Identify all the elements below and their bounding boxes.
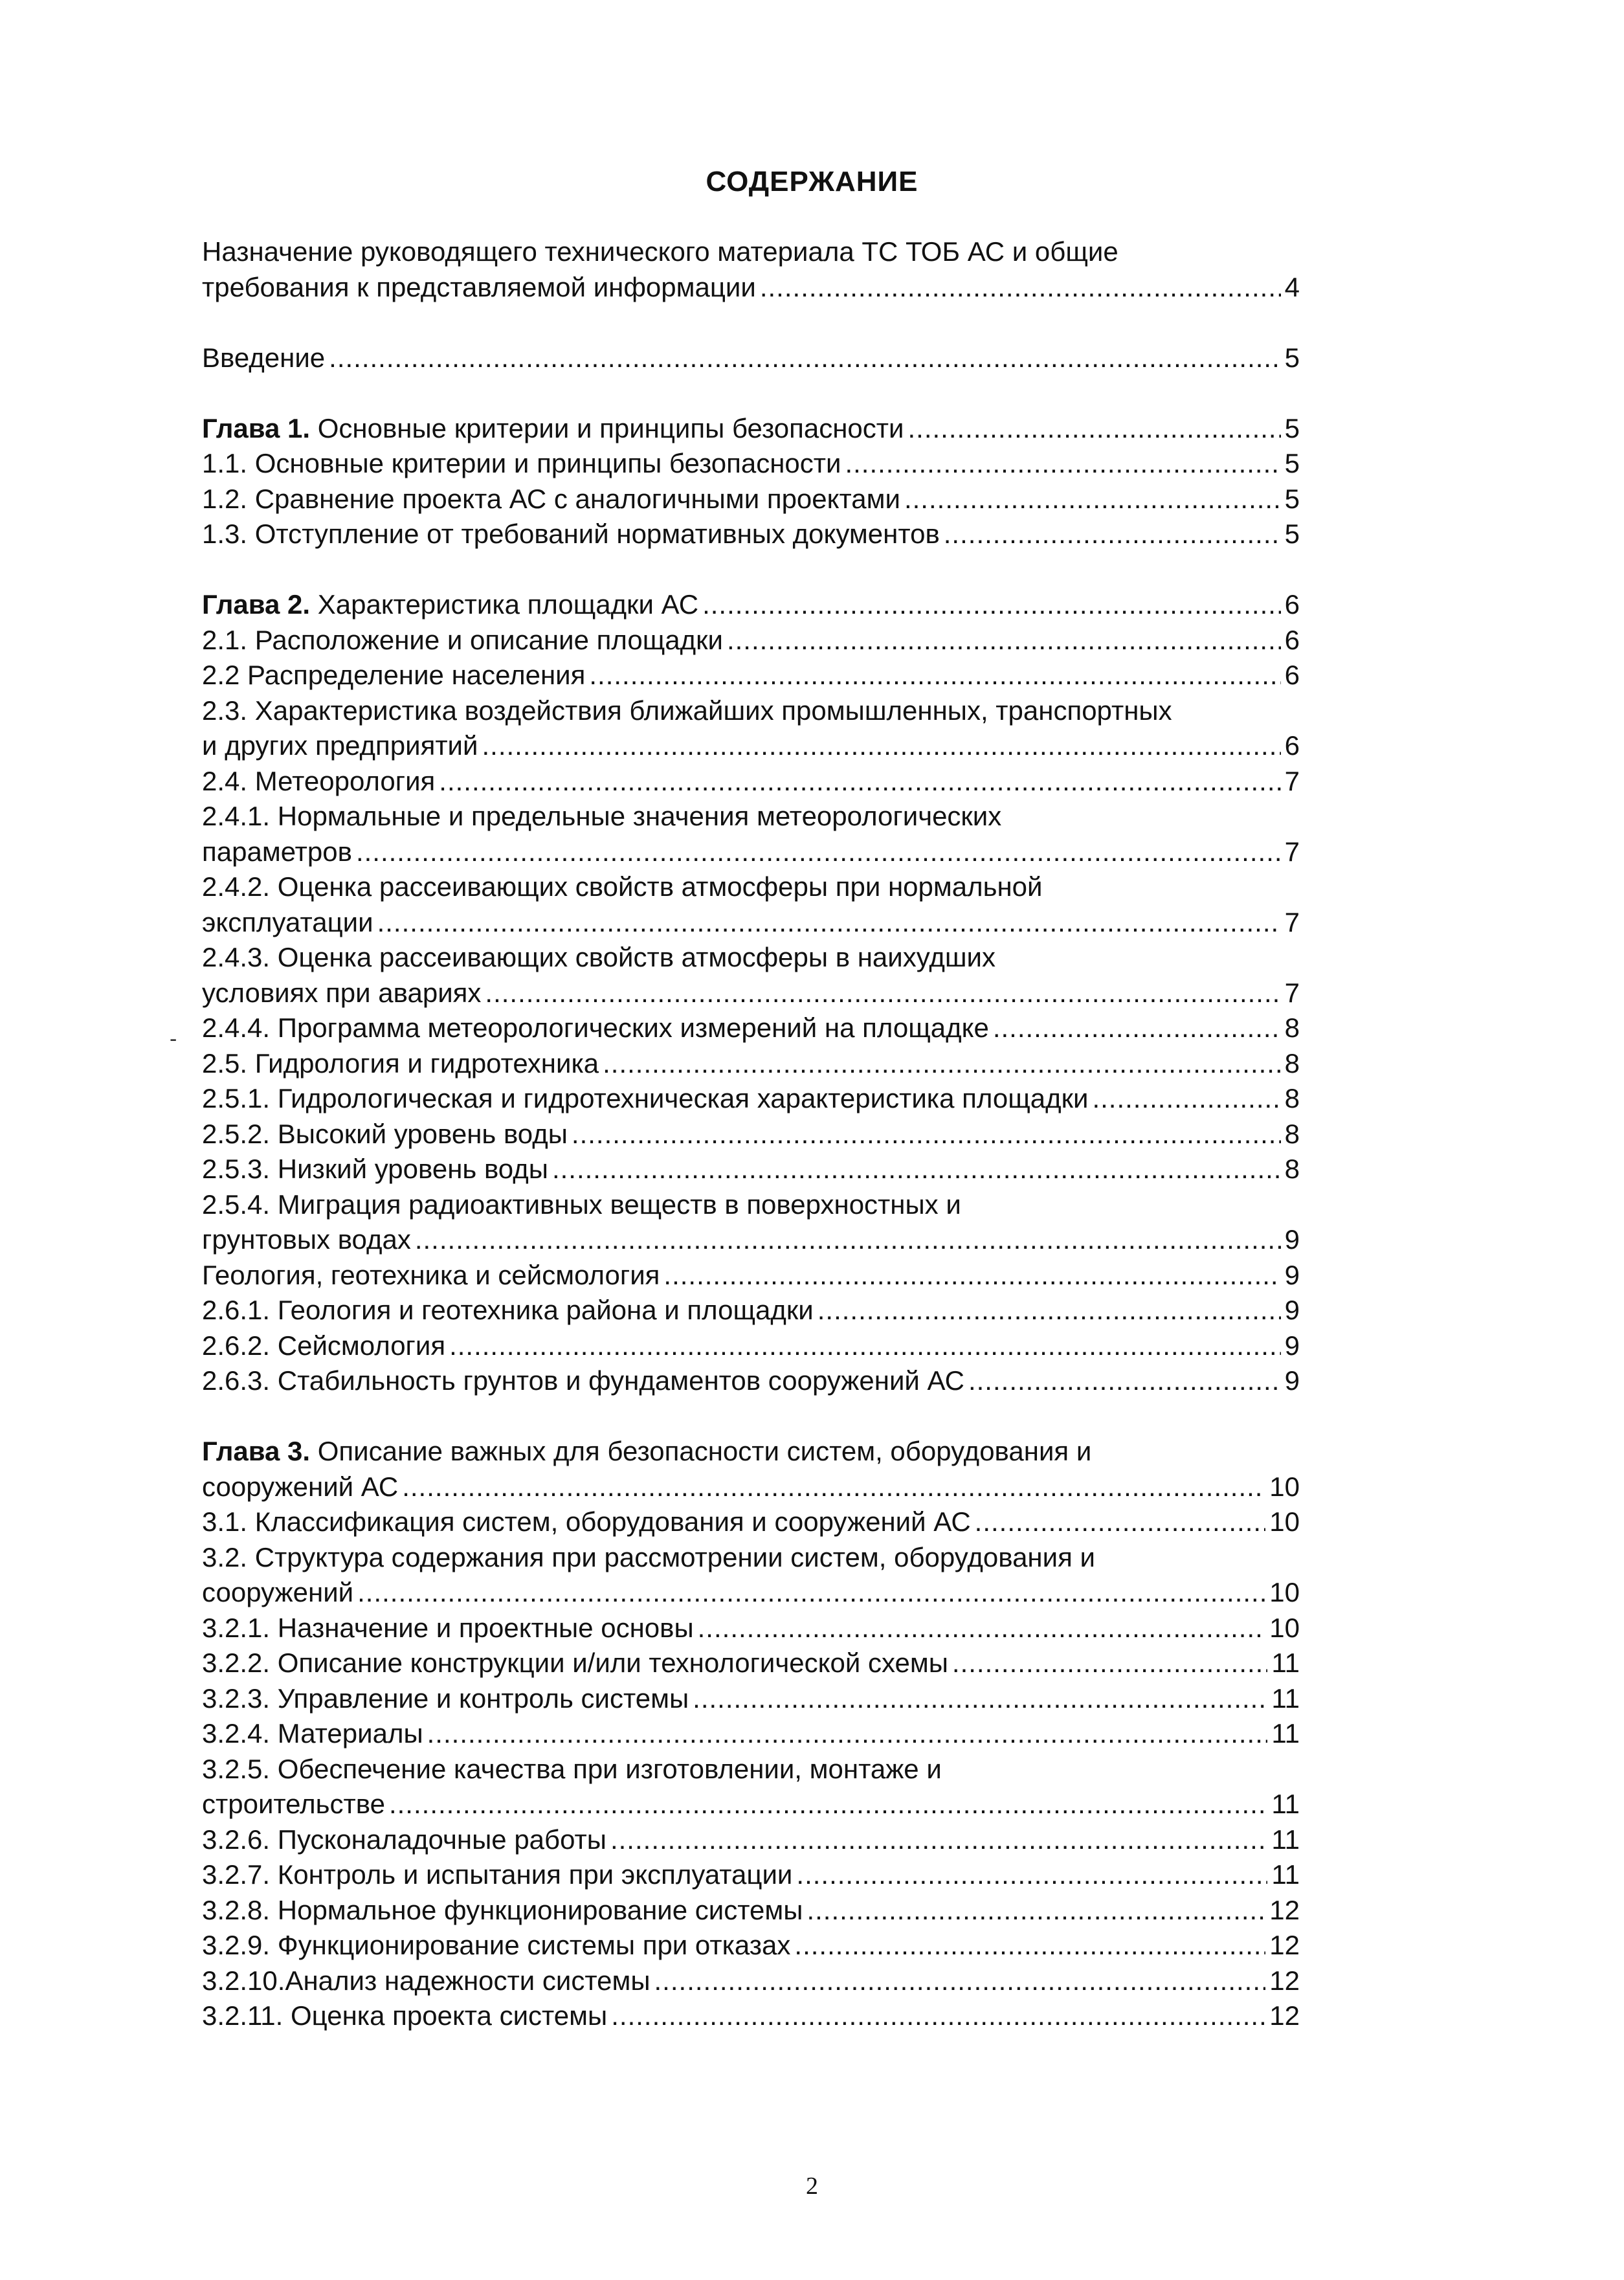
toc-page-number: 7: [1284, 765, 1300, 796]
toc-page-number: 11: [1271, 1718, 1300, 1749]
toc-entry-text: сооружений: [202, 1577, 354, 1607]
toc-page-number: 7: [1284, 906, 1300, 937]
toc-page-number: 12: [1269, 1930, 1300, 1960]
toc-page-number: 9: [1284, 1295, 1300, 1325]
toc-entry-title: [202, 1611, 694, 1646]
toc-entry-text: 3.2. Структура содержания при рассмотрении систем, оборудования и: [202, 1541, 1095, 1572]
toc-entry-text: Назначение руководящего технического материала ТС ТОБ АС и общие: [202, 236, 1118, 267]
toc-entry-title: [202, 1716, 423, 1752]
dot-leader: [975, 1504, 1266, 1540]
toc-entry-title: [202, 1081, 1088, 1117]
toc-page-number: 8: [1284, 1047, 1300, 1079]
dot-leader: [693, 1681, 1267, 1717]
toc-entry[interactable]: [202, 1681, 1300, 1717]
toc-entry-line: [202, 1187, 1300, 1223]
dot-leader: [611, 1998, 1265, 2034]
dot-leader: [402, 1470, 1265, 1505]
toc-entry-title: [202, 905, 373, 941]
dot-leader: [727, 623, 1281, 658]
dot-leader: [796, 1857, 1267, 1893]
toc-page-number: 5: [1284, 448, 1300, 478]
toc-entry[interactable]: [202, 1822, 1300, 1858]
toc-page-number: 10: [1269, 1506, 1300, 1537]
toc-entry[interactable]: [202, 1363, 1300, 1399]
dot-leader: [552, 1152, 1281, 1187]
toc-page-number: 4: [1284, 271, 1300, 302]
toc-entry[interactable]: [202, 1998, 1300, 2034]
toc-entry[interactable]: [202, 1646, 1300, 1681]
toc-entry-text: 2.2 Распределение населения: [202, 660, 586, 690]
toc-spacer: [202, 552, 1300, 588]
dot-leader: [904, 482, 1281, 517]
toc-entry[interactable]: [202, 482, 1300, 517]
toc-entry-title: [202, 1575, 353, 1611]
toc-entry-text: требования к представляемой информации: [202, 271, 756, 302]
toc-entry[interactable]: [202, 658, 1300, 693]
dot-leader: [654, 1963, 1266, 1999]
toc-entry[interactable]: [202, 411, 1300, 447]
toc-page-number: 10: [1269, 1612, 1300, 1643]
toc-entry-text: 2.1. Расположение и описание площадки: [202, 624, 723, 655]
toc-entry[interactable]: [202, 1011, 1300, 1046]
dot-leader: [944, 517, 1281, 552]
toc-entry[interactable]: [202, 799, 1300, 869]
toc-entry[interactable]: [202, 341, 1300, 376]
toc-entry[interactable]: [202, 1434, 1300, 1504]
dot-leader: [482, 728, 1280, 764]
toc-entry[interactable]: [202, 234, 1300, 305]
toc-entry-title: [202, 1328, 445, 1364]
toc-entry-title: [202, 834, 352, 870]
toc-entry-title: [202, 517, 940, 552]
toc-entry-text: строительстве: [202, 1789, 385, 1819]
dot-leader: [449, 1328, 1281, 1364]
toc-entry-text: 1.2. Сравнение проекта АС с аналогичными проектами: [202, 483, 900, 514]
toc-entry-title: [202, 728, 478, 764]
dot-leader: [993, 1011, 1281, 1046]
toc-entry[interactable]: [202, 1752, 1300, 1822]
toc-spacer: [202, 1399, 1300, 1435]
toc-entry-text: 3.2.8. Нормальное функционирование системы: [202, 1894, 803, 1925]
toc-entry[interactable]: [202, 1187, 1300, 1258]
toc-page-number: 11: [1271, 1859, 1300, 1890]
toc-entry[interactable]: [202, 1928, 1300, 1963]
toc-page-number: 11: [1271, 1648, 1300, 1678]
toc-entry[interactable]: [202, 693, 1300, 764]
toc-entry-text: 2.4. Метеорология: [202, 765, 436, 796]
dot-leader: [377, 905, 1281, 941]
toc-page-number: 11: [1271, 1789, 1300, 1819]
toc-entry-title: [202, 764, 435, 799]
toc-entry[interactable]: [202, 1540, 1300, 1611]
toc-entry-title: [202, 341, 325, 376]
toc-entry[interactable]: [202, 1963, 1300, 1999]
toc-entry-title: [202, 446, 841, 482]
dot-leader: [572, 1117, 1281, 1152]
toc-entry-text: 3.2.7. Контроль и испытания при эксплуатации: [202, 1859, 793, 1890]
toc-entry-text: 3.2.3. Управление и контроль системы: [202, 1682, 689, 1714]
dot-leader: [357, 1575, 1265, 1611]
toc-entry-title: [202, 270, 756, 306]
toc-entry-text: сооружений АС: [202, 1471, 399, 1502]
toc-entry[interactable]: [202, 1046, 1300, 1082]
toc-entry-line: [202, 1434, 1300, 1470]
toc-entry-title: [202, 1293, 814, 1328]
toc-entry-text: 2.6.2. Сейсмология: [202, 1330, 446, 1361]
toc-page-number: 6: [1284, 660, 1300, 690]
toc-entry[interactable]: [202, 1504, 1300, 1540]
toc-entry-title: [202, 1117, 568, 1152]
toc-entry[interactable]: [202, 764, 1300, 799]
dot-leader: [702, 587, 1281, 623]
dot-leader: [806, 1893, 1265, 1928]
toc-entry-line: [202, 869, 1300, 905]
toc-entry-title: [202, 1363, 964, 1399]
toc-entry-text: 2.4.4. Программа метеорологических измерений на площадке: [202, 1012, 989, 1043]
toc-entry-text: 2.4.2. Оценка рассеивающих свойств атмосферы при нормальной: [202, 871, 1043, 902]
toc-entry-text: Основные критерии и принципы безопасности: [310, 412, 904, 443]
toc-entry-title: [202, 1222, 411, 1258]
toc-page-number: 5: [1284, 342, 1300, 373]
dot-leader: [698, 1611, 1266, 1646]
toc-entry-title: [202, 587, 698, 623]
toc-page-number: 5: [1284, 412, 1300, 443]
toc-entry-line: [202, 1752, 1300, 1787]
toc-entry-text: условиях при авариях: [202, 977, 482, 1008]
dot-leader: [427, 1716, 1268, 1752]
toc-entry-title: [202, 1787, 385, 1822]
toc-entry[interactable]: [202, 1328, 1300, 1364]
toc-entry-text: грунтовых водах: [202, 1224, 411, 1255]
toc-entry[interactable]: [202, 1258, 1300, 1293]
toc-entry-title: [202, 1893, 803, 1928]
toc-entry[interactable]: [202, 869, 1300, 940]
toc-entry[interactable]: [202, 1857, 1300, 1893]
toc-entry-text: 1.1. Основные критерии и принципы безопасности: [202, 448, 841, 478]
toc-entry-line: [202, 1540, 1300, 1576]
toc-entry-line: [202, 940, 1300, 976]
toc-entry-text: 2.5.3. Низкий уровень воды: [202, 1154, 548, 1184]
dot-leader: [603, 1046, 1281, 1082]
margin-mark: -: [170, 1027, 177, 1051]
toc-entry-text: 3.2.11. Оценка проекта системы: [202, 2000, 608, 2031]
toc-entry[interactable]: [202, 1611, 1300, 1646]
toc-entry[interactable]: [202, 1893, 1300, 1928]
table-of-contents: [202, 234, 1300, 2034]
toc-entry[interactable]: [202, 1117, 1300, 1152]
toc-spacer: [202, 375, 1300, 411]
toc-page-number: 6: [1284, 730, 1300, 761]
toc-entry-title: [202, 1857, 792, 1893]
toc-entry-title: [202, 1470, 398, 1505]
dot-leader: [485, 976, 1280, 1011]
toc-entry-title: [202, 482, 900, 517]
toc-entry-text: 2.5.4. Миграция радиоактивных веществ в поверхностных и: [202, 1189, 961, 1220]
toc-page-number: 12: [1269, 1894, 1300, 1925]
toc-page-number: 5: [1284, 483, 1300, 514]
dot-leader: [663, 1258, 1280, 1293]
toc-entry-text: 2.6.3. Стабильность грунтов и фундаментов сооружений АС: [202, 1365, 964, 1396]
dot-leader: [760, 270, 1281, 306]
toc-page-number: 8: [1284, 1118, 1300, 1149]
toc-entry[interactable]: [202, 587, 1300, 623]
toc-entry-title: [202, 1046, 599, 1082]
toc-page-number: 6: [1284, 624, 1300, 655]
toc-page-number: 6: [1284, 589, 1300, 620]
toc-entry-text: и других предприятий: [202, 730, 478, 761]
toc-entry-text: параметров: [202, 836, 352, 867]
toc-entry[interactable]: [202, 940, 1300, 1011]
toc-entry-text: 2.6.1. Геология и геотехника района и площадки: [202, 1295, 814, 1325]
toc-entry[interactable]: [202, 446, 1300, 482]
toc-page-number: 9: [1284, 1365, 1300, 1396]
toc-entry-text: 3.2.2. Описание конструкции и/или технологической схемы: [202, 1648, 948, 1678]
toc-entry-text: 3.2.1. Назначение и проектные основы: [202, 1612, 694, 1643]
chapter-label: Глава 2.: [202, 589, 311, 620]
toc-entry-text: 3.2.5. Обеспечение качества при изготовлении, монтаже и: [202, 1753, 942, 1784]
toc-page-number: 10: [1269, 1471, 1300, 1502]
toc-entry-title: [202, 1928, 790, 1963]
toc-entry-title: [202, 1998, 607, 2034]
page-title: СОДЕРЖАНИЕ: [706, 166, 918, 197]
toc-entry[interactable]: [202, 1152, 1300, 1187]
toc-entry-text: 1.3. Отступление от требований нормативных документов: [202, 519, 940, 549]
toc-entry[interactable]: [202, 517, 1300, 552]
toc-entry-text: 2.5.1. Гидрологическая и гидротехническая характеристика площадки: [202, 1083, 1089, 1113]
toc-entry[interactable]: [202, 1293, 1300, 1328]
dot-leader: [589, 658, 1280, 693]
toc-entry-text: 3.1. Классификация систем, оборудования и сооружений АС: [202, 1506, 971, 1537]
dot-leader: [389, 1787, 1267, 1822]
toc-entry-text: 3.2.10.Анализ надежности системы: [202, 1965, 651, 1996]
dot-leader: [329, 341, 1280, 376]
dot-leader: [356, 834, 1281, 870]
toc-page-number: 12: [1269, 1965, 1300, 1996]
toc-page-number: 9: [1284, 1259, 1300, 1290]
toc-page-number: 8: [1284, 1154, 1300, 1184]
toc-entry-text: 3.2.6. Пусконаладочные работы: [202, 1824, 606, 1855]
toc-entry-title: [202, 1152, 548, 1187]
dot-leader: [439, 764, 1280, 799]
toc-entry-title: [202, 1258, 660, 1293]
dot-leader: [845, 446, 1280, 482]
toc-page-number: 12: [1269, 2000, 1300, 2031]
toc-page-number: 8: [1284, 1083, 1300, 1113]
toc-entry-text: Геология, геотехника и сейсмология: [202, 1259, 660, 1290]
toc-entry-text: 2.4.1. Нормальные и предельные значения метеорологических: [202, 801, 1002, 831]
toc-entry-text: 3.2.9. Функционирование системы при отказах: [202, 1930, 791, 1960]
toc-entry-title: [202, 976, 481, 1011]
dot-leader: [610, 1822, 1267, 1858]
toc-page-number: 7: [1284, 836, 1300, 867]
toc-page-number: 11: [1271, 1824, 1300, 1855]
toc-entry-text: 2.4.3. Оценка рассеивающих свойств атмосферы в наихудших: [202, 942, 996, 972]
toc-entry-text: 2.5. Гидрология и гидротехника: [202, 1047, 599, 1079]
toc-entry-text: 2.3. Характеристика воздействия ближайших промышленных, транспортных: [202, 695, 1172, 726]
dot-leader: [794, 1928, 1265, 1963]
page-number: 2: [806, 2173, 818, 2200]
toc-entry-line: [202, 693, 1300, 729]
toc-page-number: 5: [1284, 519, 1300, 549]
toc-entry-text: Введение: [202, 342, 326, 373]
dot-leader: [907, 411, 1280, 447]
toc-entry-text: Описание важных для безопасности систем, оборудования и: [317, 1436, 1092, 1466]
chapter-label: Глава 1.: [202, 412, 311, 443]
toc-entry[interactable]: [202, 1081, 1300, 1117]
toc-entry-text: 3.2.4. Материалы: [202, 1718, 423, 1749]
toc-entry-title: [202, 623, 723, 658]
toc-entry-title: [202, 1504, 971, 1540]
toc-page-number: 9: [1284, 1224, 1300, 1255]
chapter-label: Глава 3.: [202, 1436, 311, 1466]
toc-spacer: [202, 305, 1300, 341]
toc-entry-title: [202, 1646, 948, 1681]
dot-leader: [1092, 1081, 1280, 1117]
toc-entry-title: [202, 1011, 989, 1046]
toc-page-number: 9: [1284, 1330, 1300, 1361]
toc-page-number: 10: [1269, 1577, 1300, 1607]
toc-entry-title: [202, 1963, 651, 1999]
toc-entry-title: [202, 411, 904, 447]
dot-leader: [952, 1646, 1267, 1681]
toc-entry-title: [202, 1822, 606, 1858]
dot-leader: [818, 1293, 1281, 1328]
toc-entry-title: [202, 1681, 689, 1717]
toc-entry-line: [202, 799, 1300, 834]
toc-entry-line: [202, 234, 1300, 270]
toc-page-number: 8: [1284, 1012, 1300, 1043]
toc-page-number: 7: [1284, 977, 1300, 1008]
dot-leader: [968, 1363, 1281, 1399]
toc-entry[interactable]: [202, 623, 1300, 658]
toc-entry-text: эксплуатации: [202, 906, 373, 937]
dot-leader: [415, 1222, 1281, 1258]
toc-page-number: 11: [1271, 1682, 1300, 1714]
toc-entry-text: Характеристика площадки АС: [310, 589, 699, 620]
toc-entry-title: [202, 658, 585, 693]
toc-entry-text: 2.5.2. Высокий уровень воды: [202, 1118, 568, 1149]
toc-entry[interactable]: [202, 1716, 1300, 1752]
